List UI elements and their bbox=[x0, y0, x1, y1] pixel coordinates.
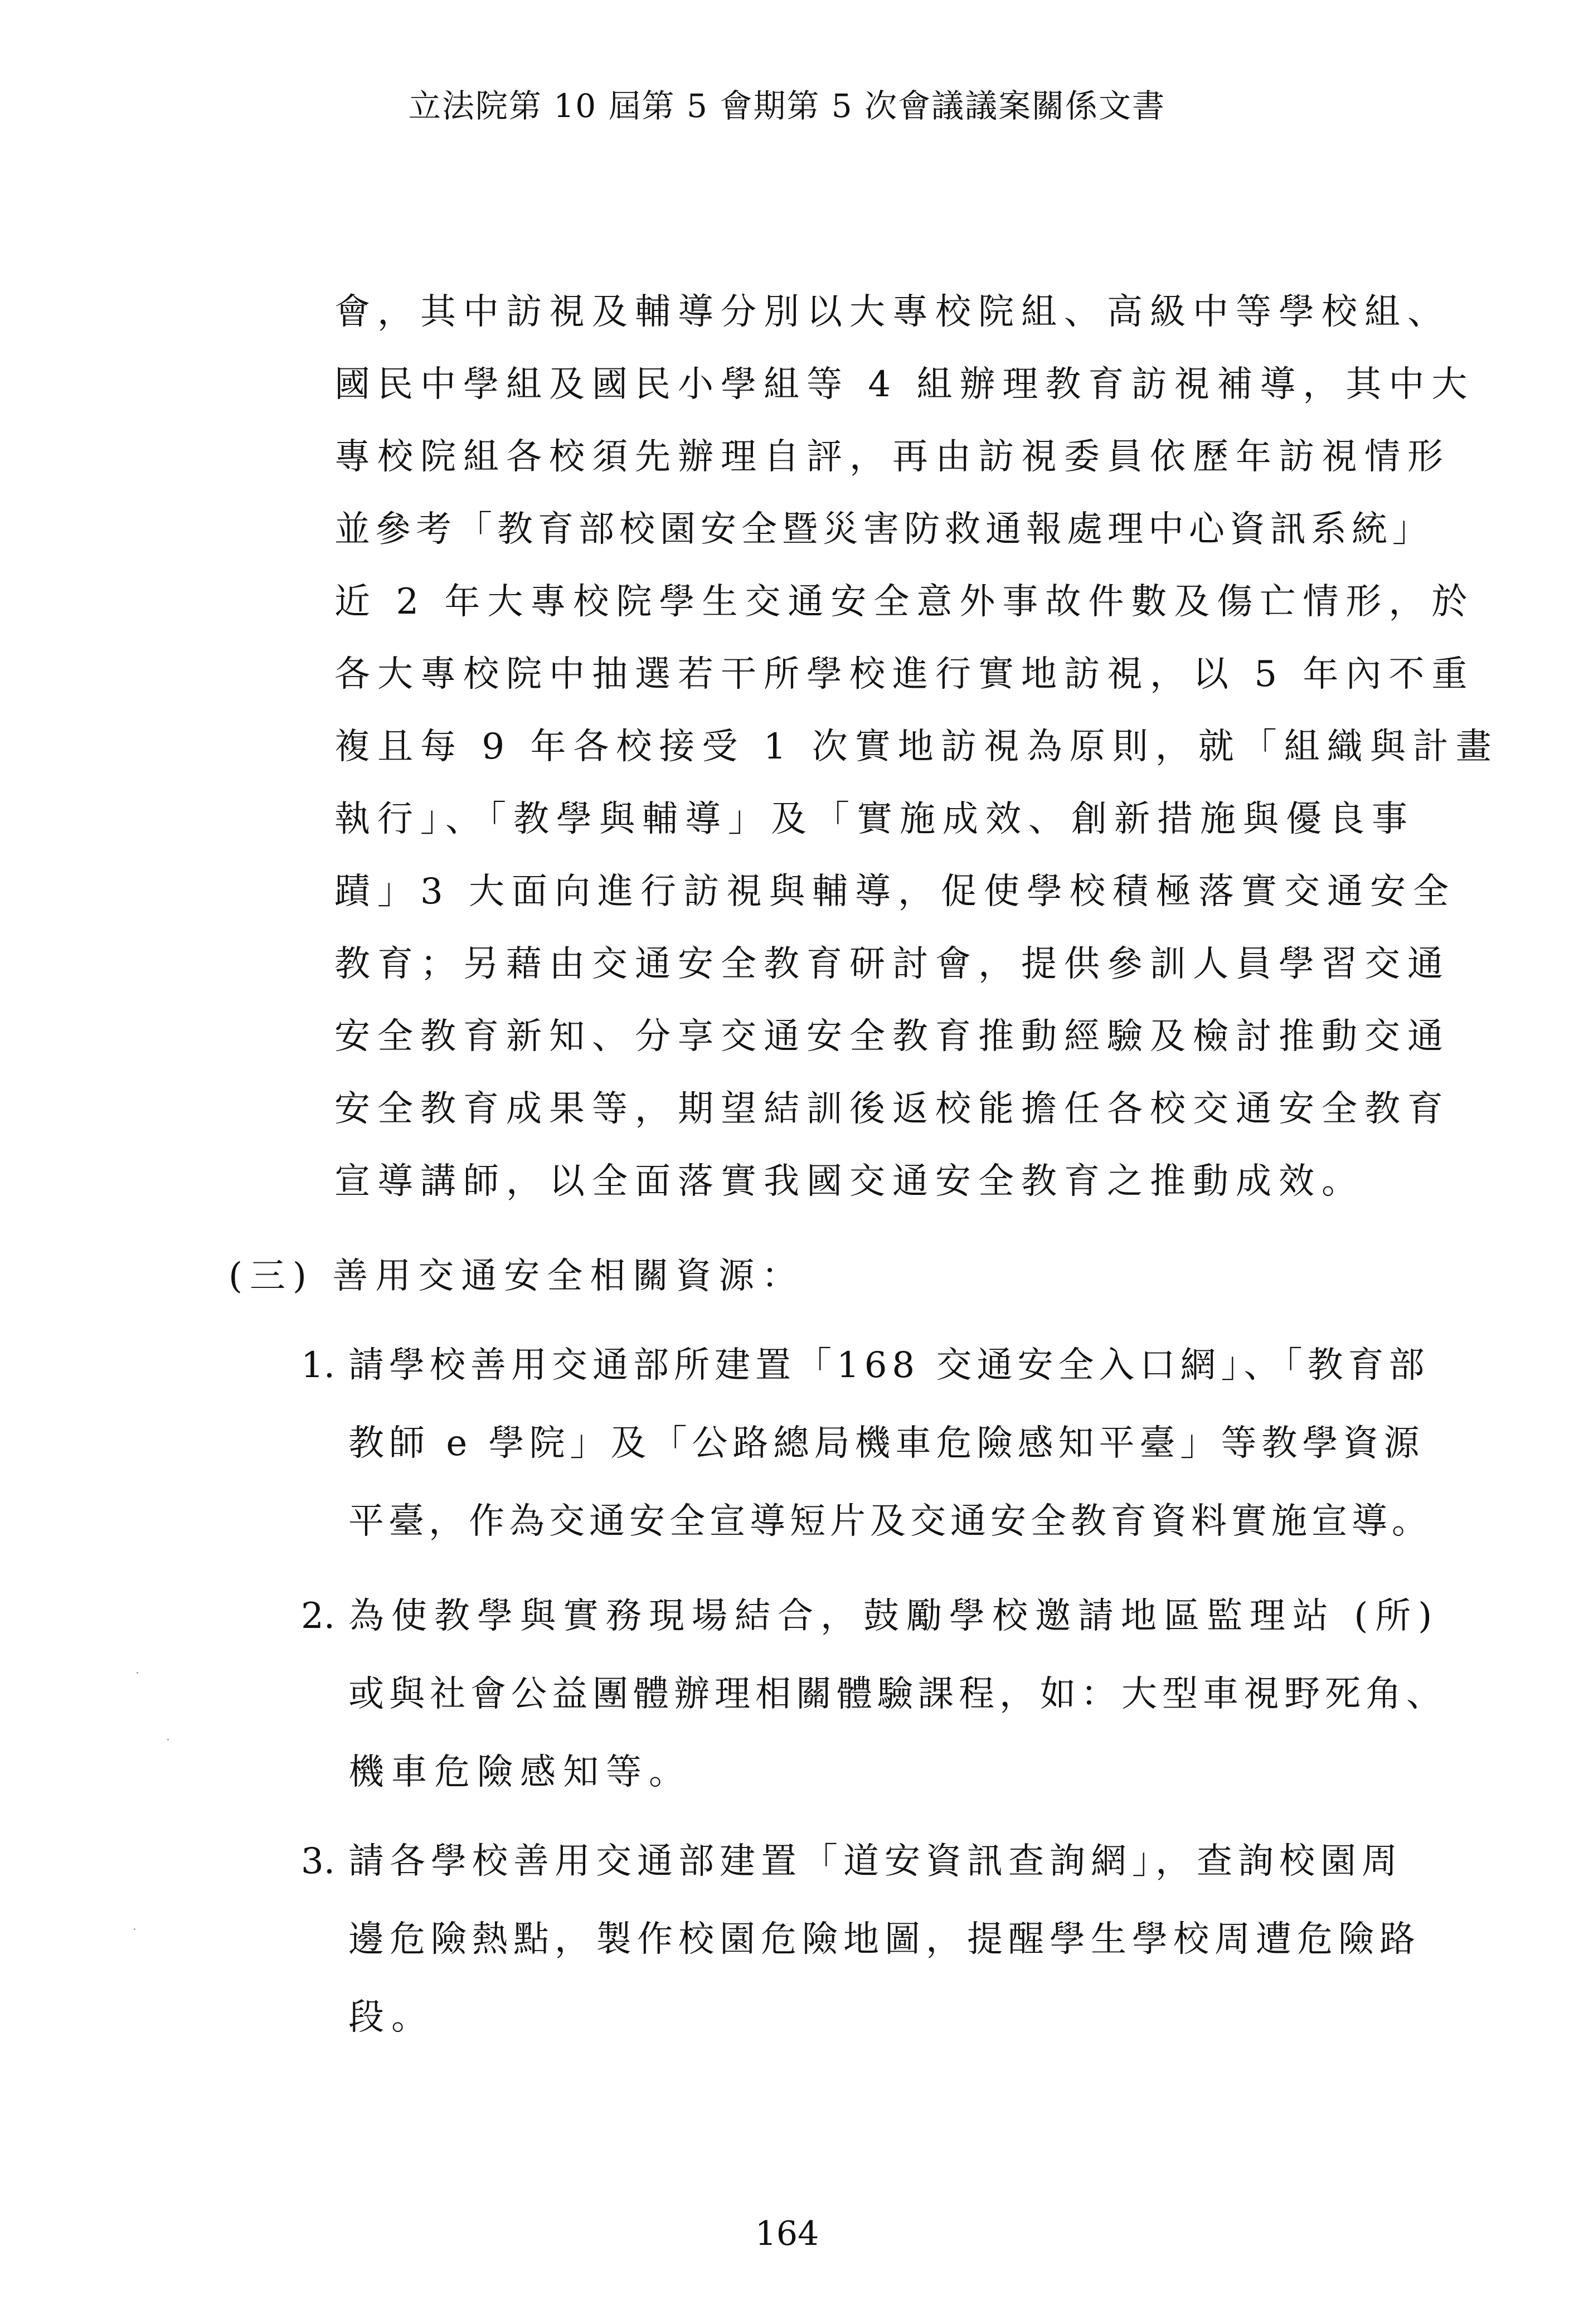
paragraph-line: 各大專校院中抽選若干所學校進行實地訪視，以 5 年內不重 bbox=[334, 654, 1475, 695]
list-item-number: 3. bbox=[301, 1841, 336, 1882]
paragraph-line: 安全教育成果等，期望結訓後返校能擔任各校交通安全教育 bbox=[334, 1088, 1450, 1130]
page-number: 164 bbox=[755, 2214, 819, 2253]
paragraph-line: 近 2 年大專校院學生交通安全意外事故件數及傷亡情形，於 bbox=[334, 581, 1475, 623]
paragraph-line: 蹟」3 大面向進行訪視與輔導，促使學校積極落實交通安全 bbox=[334, 871, 1456, 912]
paragraph-line: 執行」、「教學與輔導」及「實施成效、創新措施與優良事 bbox=[334, 799, 1415, 840]
paragraph-line: 複且每 9 年各校接受 1 次實地訪視為原則，就「組織與計畫 bbox=[334, 726, 1499, 767]
list-item-line: 平臺，作為交通安全宣導短片及交通安全教育資料實施宣導。 bbox=[348, 1501, 1432, 1542]
paragraph-line: 安全教育新知、分享交通安全教育推動經驗及檢討推動交通 bbox=[334, 1016, 1450, 1057]
section-heading: (三) 善用交通安全相關資源： bbox=[229, 1256, 805, 1297]
list-item-line: 為使教學與實務現場結合，鼓勵學校邀請地區監理站 (所) bbox=[348, 1596, 1440, 1637]
list-item-number: 2. bbox=[301, 1596, 336, 1637]
scan-speck bbox=[167, 1739, 169, 1740]
paragraph-line: 國民中學組及國民小學組等 4 組辦理教育訪視補導，其中大 bbox=[334, 364, 1475, 405]
list-item-line: 段。 bbox=[348, 1997, 434, 2038]
paragraph-line: 教育；另藉由交通安全教育研討會，提供參訓人員學習交通 bbox=[334, 944, 1450, 985]
paragraph-line: 並參考「教育部校園安全暨災害防救通報處理中心資訊系統」 bbox=[334, 509, 1433, 550]
list-item-line: 機車危險感知等。 bbox=[348, 1752, 692, 1793]
list-item-number: 1. bbox=[301, 1345, 336, 1386]
list-item-line: 請各學校善用交通部建置「道安資訊查詢網」，查詢校園周 bbox=[348, 1841, 1403, 1882]
scan-speck bbox=[137, 1672, 138, 1674]
scan-speck bbox=[134, 1928, 135, 1930]
paragraph-line: 宣導講師，以全面落實我國交通安全教育之推動成效。 bbox=[334, 1161, 1364, 1202]
list-item-line: 邊危險熱點，製作校園危險地圖，提醒學生學校周遭危險路 bbox=[348, 1919, 1421, 1960]
list-item-line: 請學校善用交通部所建置「168 交通安全入口網」、「教育部 bbox=[348, 1345, 1430, 1386]
document-header: 立法院第 10 屆第 5 會期第 5 次會議議案關係文書 bbox=[408, 87, 1166, 125]
list-item-line: 教師 e 學院」及「公路總局機車危險感知平臺」等教學資源 bbox=[348, 1423, 1425, 1464]
paragraph-line: 會，其中訪視及輔導分別以大專校院組、高級中等學校組、 bbox=[334, 291, 1450, 333]
paragraph-line: 專校院組各校須先辦理自評，再由訪視委員依歷年訪視情形 bbox=[334, 436, 1450, 478]
list-item-line: 或與社會公益團體辦理相關體驗課程，如：大型車視野死角、 bbox=[348, 1674, 1447, 1715]
